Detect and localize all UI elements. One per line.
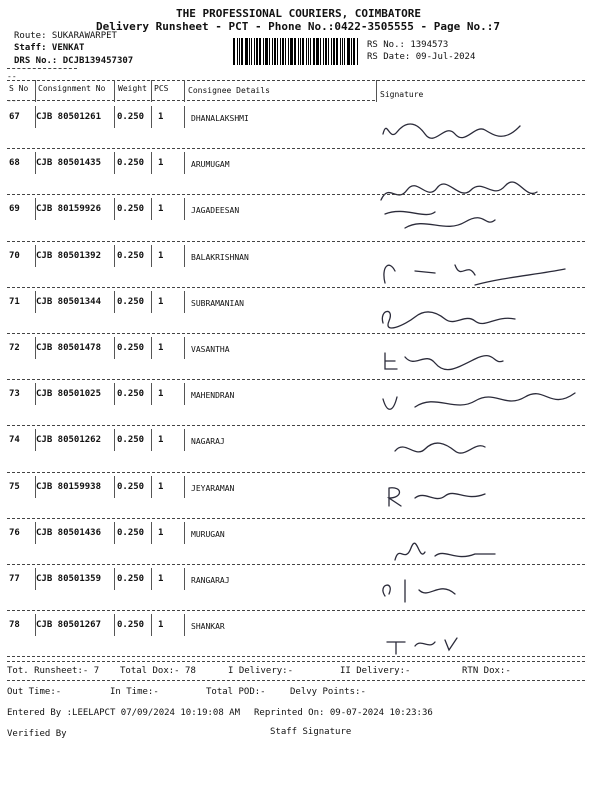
row-weight: 0.250 <box>117 296 145 307</box>
col-divider <box>114 245 115 267</box>
col-divider <box>184 198 185 220</box>
row-sno: 71 <box>9 296 20 307</box>
table-row <box>0 196 600 242</box>
col-divider <box>114 152 115 174</box>
delvy-points: Delvy Points:- <box>290 687 366 697</box>
row-consignee-name: MAHENDRAN <box>191 391 235 401</box>
row-weight: 0.250 <box>117 112 145 122</box>
col-divider <box>184 152 185 174</box>
row-sno: 73 <box>9 389 20 400</box>
total-dox: Total Dox:- 78 <box>120 666 196 676</box>
rule-mark: -- <box>7 72 17 81</box>
col-divider <box>114 476 115 498</box>
rule-mark: -- <box>7 96 17 105</box>
table-row <box>0 243 600 289</box>
signature-image <box>375 429 585 469</box>
col-divider <box>114 383 115 405</box>
out-time: Out Time:- <box>7 687 62 697</box>
col-divider <box>151 476 152 498</box>
col-divider <box>151 429 152 451</box>
col-divider <box>35 337 36 359</box>
col-divider <box>151 80 152 102</box>
row-consignee-name: JEYARAMAN <box>191 483 235 493</box>
row-consignee-name: MURUGAN <box>191 529 225 539</box>
row-consignment-no: CJB 80501025 <box>36 389 102 400</box>
drs-number: DRS No.: DCJB139457307 <box>14 56 134 66</box>
row-sno: 74 <box>9 435 20 446</box>
col-divider <box>114 198 115 220</box>
col-divider <box>114 614 115 636</box>
col-divider <box>184 614 185 636</box>
row-separator <box>7 194 585 195</box>
row-pcs: 1 <box>158 158 164 169</box>
entered-by: Entered By :LEELAPCT 07/09/2024 10:19:08 AM <box>7 708 240 718</box>
col-divider <box>184 337 185 359</box>
row-sno: 70 <box>9 250 20 261</box>
row-consignee-name: SHANKAR <box>191 622 225 632</box>
col-consignee: Consignee Details <box>188 86 270 95</box>
col-divider <box>184 429 185 451</box>
col-divider <box>114 429 115 451</box>
row-consignment-no: CJB 80501262 <box>36 435 102 446</box>
row-separator <box>7 472 585 473</box>
reprinted-on: Reprinted On: 09-07-2024 10:23:36 <box>254 708 433 718</box>
rs-date: RS Date: 09-Jul-2024 <box>367 52 476 62</box>
row-sno: 77 <box>9 574 20 584</box>
table-row <box>0 474 600 520</box>
row-pcs: 1 <box>158 435 164 446</box>
row-sno: 75 <box>9 481 20 492</box>
row-separator <box>7 241 585 242</box>
table-row <box>0 150 600 196</box>
col-divider <box>151 245 152 267</box>
col-divider <box>35 198 36 220</box>
row-sno: 69 <box>9 204 20 215</box>
col-divider <box>184 383 185 405</box>
col-divider <box>151 106 152 128</box>
row-pcs: 1 <box>158 574 164 584</box>
row-weight: 0.250 <box>117 343 145 353</box>
route-label: Route: SUKARAWARPET <box>14 31 117 41</box>
row-consignment-no: CJB 80501267 <box>36 620 102 631</box>
table-row <box>0 520 600 566</box>
col-divider <box>184 522 185 544</box>
row-consignee-name: DHANALAKSHMI <box>191 114 249 123</box>
row-weight: 0.250 <box>117 620 145 631</box>
row-weight: 0.250 <box>117 158 145 169</box>
table-row <box>0 566 600 612</box>
row-consignment-no: CJB 80159938 <box>36 481 102 492</box>
row-consignee-name: JAGADEESAN <box>191 206 240 216</box>
col-divider <box>114 106 115 128</box>
signature-image <box>375 620 585 660</box>
in-time: In Time:- <box>110 687 159 697</box>
col-divider <box>114 80 115 102</box>
barcode-image <box>233 38 360 65</box>
row-sno: 76 <box>9 527 20 538</box>
signature-image <box>375 341 585 381</box>
signature-image <box>375 383 585 423</box>
company-name: THE PROFESSIONAL COURIERS, COIMBATORE <box>176 7 422 20</box>
row-consignment-no: CJB 80501435 <box>36 158 102 169</box>
col-pcs: PCS <box>154 84 169 93</box>
row-separator <box>7 564 585 565</box>
tot-runsheet: Tot. Runsheet:- 7 <box>7 666 100 676</box>
row-weight: 0.250 <box>117 527 145 538</box>
row-consignment-no: CJB 80501344 <box>36 296 102 307</box>
row-separator <box>7 379 585 380</box>
row-consignee-name: ARUMUGAM <box>191 160 230 170</box>
col-divider <box>184 106 185 128</box>
row-consignee-name: SUBRAMANIAN <box>191 298 244 308</box>
col-divider <box>151 152 152 174</box>
col-divider <box>151 568 152 590</box>
rtn-dox: RTN Dox:- <box>462 666 511 676</box>
table-row <box>0 427 600 473</box>
col-divider <box>114 291 115 313</box>
row-pcs: 1 <box>158 296 164 307</box>
row-separator <box>7 148 585 149</box>
row-weight: 0.250 <box>117 389 145 400</box>
col-divider <box>35 245 36 267</box>
header-rule <box>7 68 77 69</box>
total-pod: Total POD:- <box>206 687 266 697</box>
row-sno: 67 <box>9 112 20 122</box>
runsheet-title: Delivery Runsheet - PCT - Phone No.:0422-3505555 - Page No.:7 <box>96 20 500 33</box>
row-pcs: 1 <box>158 481 164 492</box>
footer-rule <box>7 680 585 681</box>
row-weight: 0.250 <box>117 250 145 261</box>
col-consignment: Consignment No <box>38 84 106 93</box>
row-pcs: 1 <box>158 204 164 215</box>
col-divider <box>184 80 185 102</box>
row-weight: 0.250 <box>117 574 145 584</box>
row-separator <box>7 425 585 426</box>
signature-image <box>375 112 585 152</box>
row-pcs: 1 <box>158 527 164 538</box>
col-divider <box>151 522 152 544</box>
row-consignee-name: RANGARAJ <box>191 576 230 585</box>
row-separator <box>7 333 585 334</box>
row-pcs: 1 <box>158 112 164 122</box>
signature-image <box>375 251 585 291</box>
row-consignee-name: BALAKRISHNAN <box>191 252 249 262</box>
col-divider <box>35 429 36 451</box>
row-consignment-no: CJB 80501261 <box>36 112 102 122</box>
table-row <box>0 381 600 427</box>
row-consignment-no: CJB 80159926 <box>36 204 102 215</box>
col-divider <box>151 383 152 405</box>
col-divider <box>35 568 36 590</box>
col-weight: Weight <box>118 84 147 93</box>
col-divider <box>151 198 152 220</box>
row-consignment-no: CJB 80501478 <box>36 343 102 353</box>
col-divider <box>35 291 36 313</box>
col-divider <box>151 291 152 313</box>
row-sno: 72 <box>9 343 20 353</box>
row-weight: 0.250 <box>117 204 145 215</box>
col-divider <box>184 568 185 590</box>
header-bottom-rule <box>7 100 375 101</box>
col-divider <box>35 106 36 128</box>
signature-image <box>375 476 585 516</box>
row-consignment-no: CJB 80501392 <box>36 250 102 261</box>
col-divider <box>35 476 36 498</box>
row-weight: 0.250 <box>117 435 145 446</box>
col-divider <box>35 152 36 174</box>
col-divider <box>35 383 36 405</box>
footer-rule <box>7 661 585 662</box>
table-row <box>0 289 600 335</box>
table-top-rule <box>7 80 585 81</box>
row-pcs: 1 <box>158 389 164 400</box>
signature-image <box>375 200 585 240</box>
table-row <box>0 612 600 658</box>
table-row <box>0 335 600 381</box>
row-pcs: 1 <box>158 620 164 631</box>
row-consignee-name: NAGARAJ <box>191 437 225 447</box>
row-consignee-name: VASANTHA <box>191 345 230 354</box>
col-divider <box>114 568 115 590</box>
row-consignment-no: CJB 80501436 <box>36 527 102 538</box>
col-divider <box>35 80 36 102</box>
col-divider <box>184 245 185 267</box>
col-divider <box>376 80 377 102</box>
col-divider <box>35 614 36 636</box>
verified-by: Verified By <box>7 729 67 739</box>
staff-label: Staff: VENKAT <box>14 43 85 53</box>
col-divider <box>114 522 115 544</box>
row-weight: 0.250 <box>117 481 145 492</box>
row-sno: 68 <box>9 158 20 169</box>
col-divider <box>184 291 185 313</box>
table-row <box>0 104 600 150</box>
col-divider <box>151 614 152 636</box>
col-sno: S No <box>9 84 29 93</box>
row-separator <box>7 610 585 611</box>
col-divider <box>151 337 152 359</box>
signature-image <box>375 570 585 610</box>
i-delivery: I Delivery:- <box>228 666 294 676</box>
row-sno: 78 <box>9 620 20 631</box>
row-consignment-no: CJB 80501359 <box>36 574 102 584</box>
col-signature: Signature <box>380 90 424 99</box>
row-separator <box>7 287 585 288</box>
col-divider <box>114 337 115 359</box>
ii-delivery: II Delivery:- <box>340 666 411 676</box>
col-divider <box>184 476 185 498</box>
row-separator <box>7 518 585 519</box>
row-pcs: 1 <box>158 343 164 353</box>
staff-signature: Staff Signature <box>270 727 352 737</box>
row-separator <box>7 656 585 657</box>
row-pcs: 1 <box>158 250 164 261</box>
col-divider <box>35 522 36 544</box>
signature-image <box>375 295 585 335</box>
rs-number: RS No.: 1394573 <box>367 40 449 50</box>
